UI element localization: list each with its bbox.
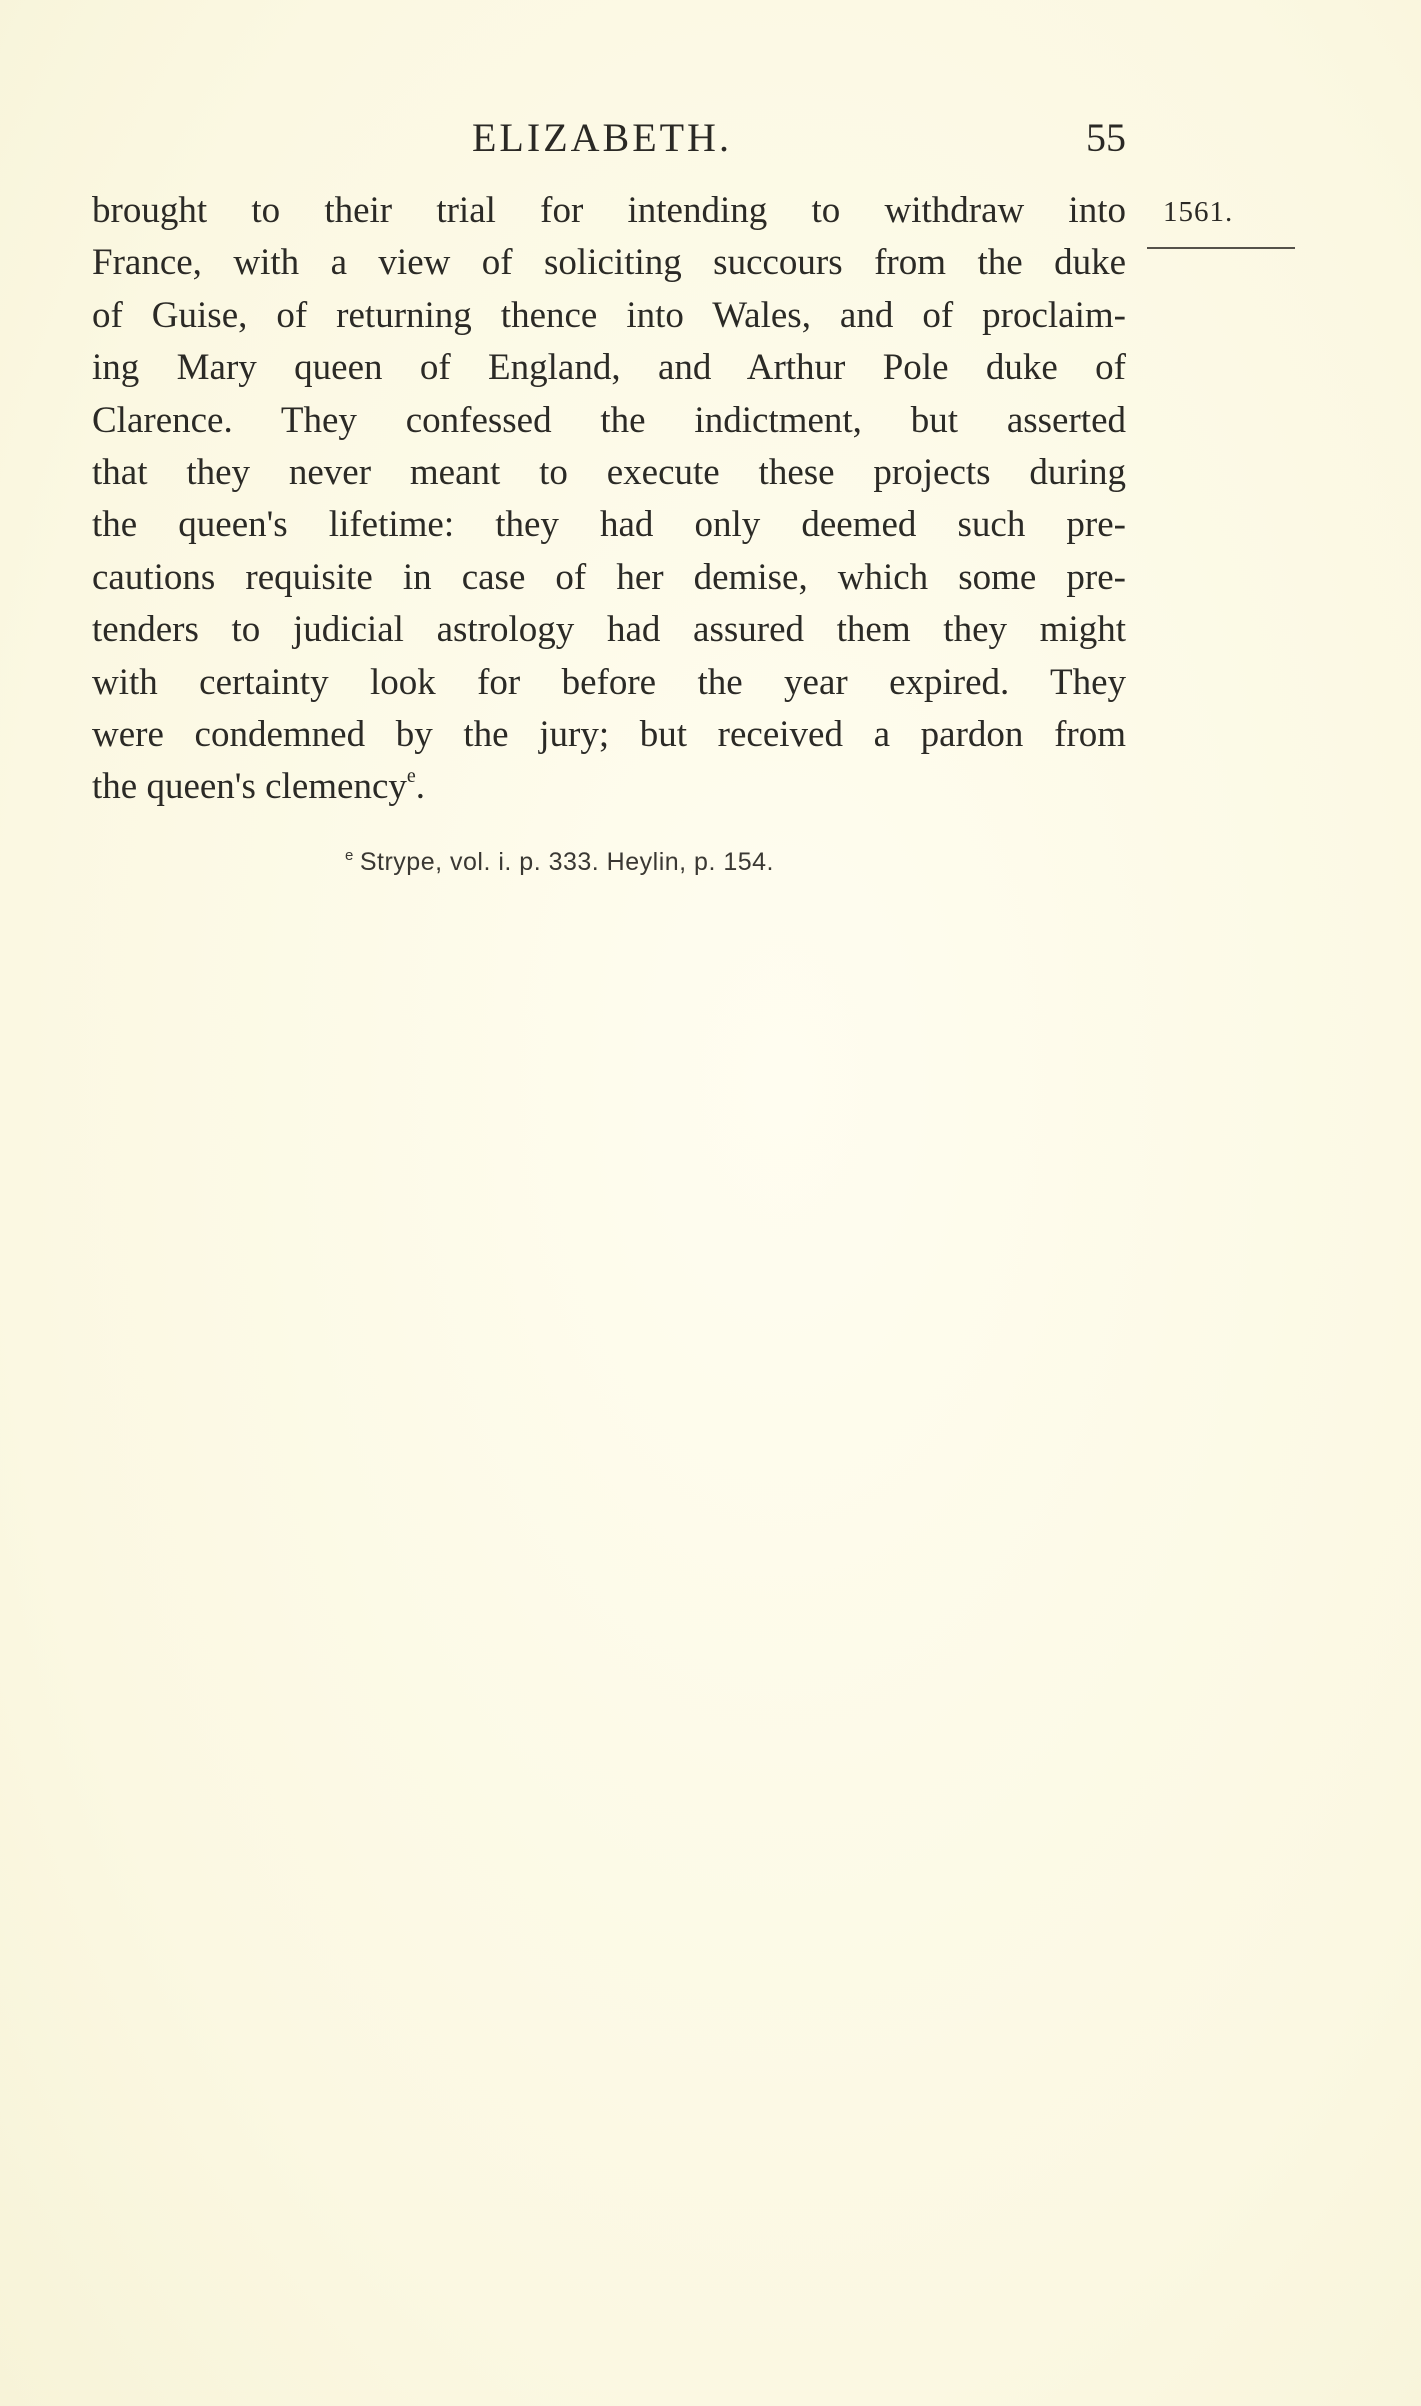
text-line: of Guise, of returning thence into Wales, and of proclaim-	[92, 294, 1126, 336]
text-line: were condemned by the jury; but received a pardon from	[92, 713, 1126, 755]
margin-year-note: 1561.	[1163, 196, 1234, 228]
running-head-title: ELIZABETH.	[472, 115, 732, 160]
text-line: the queen's lifetime: they had only deemed such pre-	[92, 504, 1126, 546]
page-number: 55	[1086, 115, 1126, 160]
text-line: cautions requisite in case of her demise, which some pre-	[92, 556, 1126, 598]
text-line: Clarence. They confessed the indictment, but asserted	[92, 399, 1126, 441]
body-paragraph	[92, 185, 1126, 814]
text-line: France, with a view of soliciting succours from the duke	[92, 242, 1126, 284]
text-line-last: the queen's clemency$^e$.	[92, 765, 426, 808]
footnote	[345, 848, 774, 877]
running-head	[92, 114, 1126, 174]
text-line: with certainty look for before the year expired. They	[92, 661, 1126, 703]
text-line: ing Mary queen of England, and Arthur Pole duke of	[92, 347, 1126, 389]
footnote-reference[interactable]: e	[406, 765, 416, 788]
footnote-mark: e	[345, 847, 354, 864]
text-line: tenders to judicial astrology had assured them they might	[92, 609, 1126, 651]
margin-rule	[1147, 247, 1295, 249]
last-line-text: the queen's clemency	[92, 766, 407, 808]
text-line: that they never meant to execute these projects during	[92, 451, 1126, 493]
text-line: brought to their trial for intending to withdraw into	[92, 190, 1126, 231]
footnote-text: Strype, vol. i. p. 333. Heylin, p. 154.	[359, 848, 774, 876]
